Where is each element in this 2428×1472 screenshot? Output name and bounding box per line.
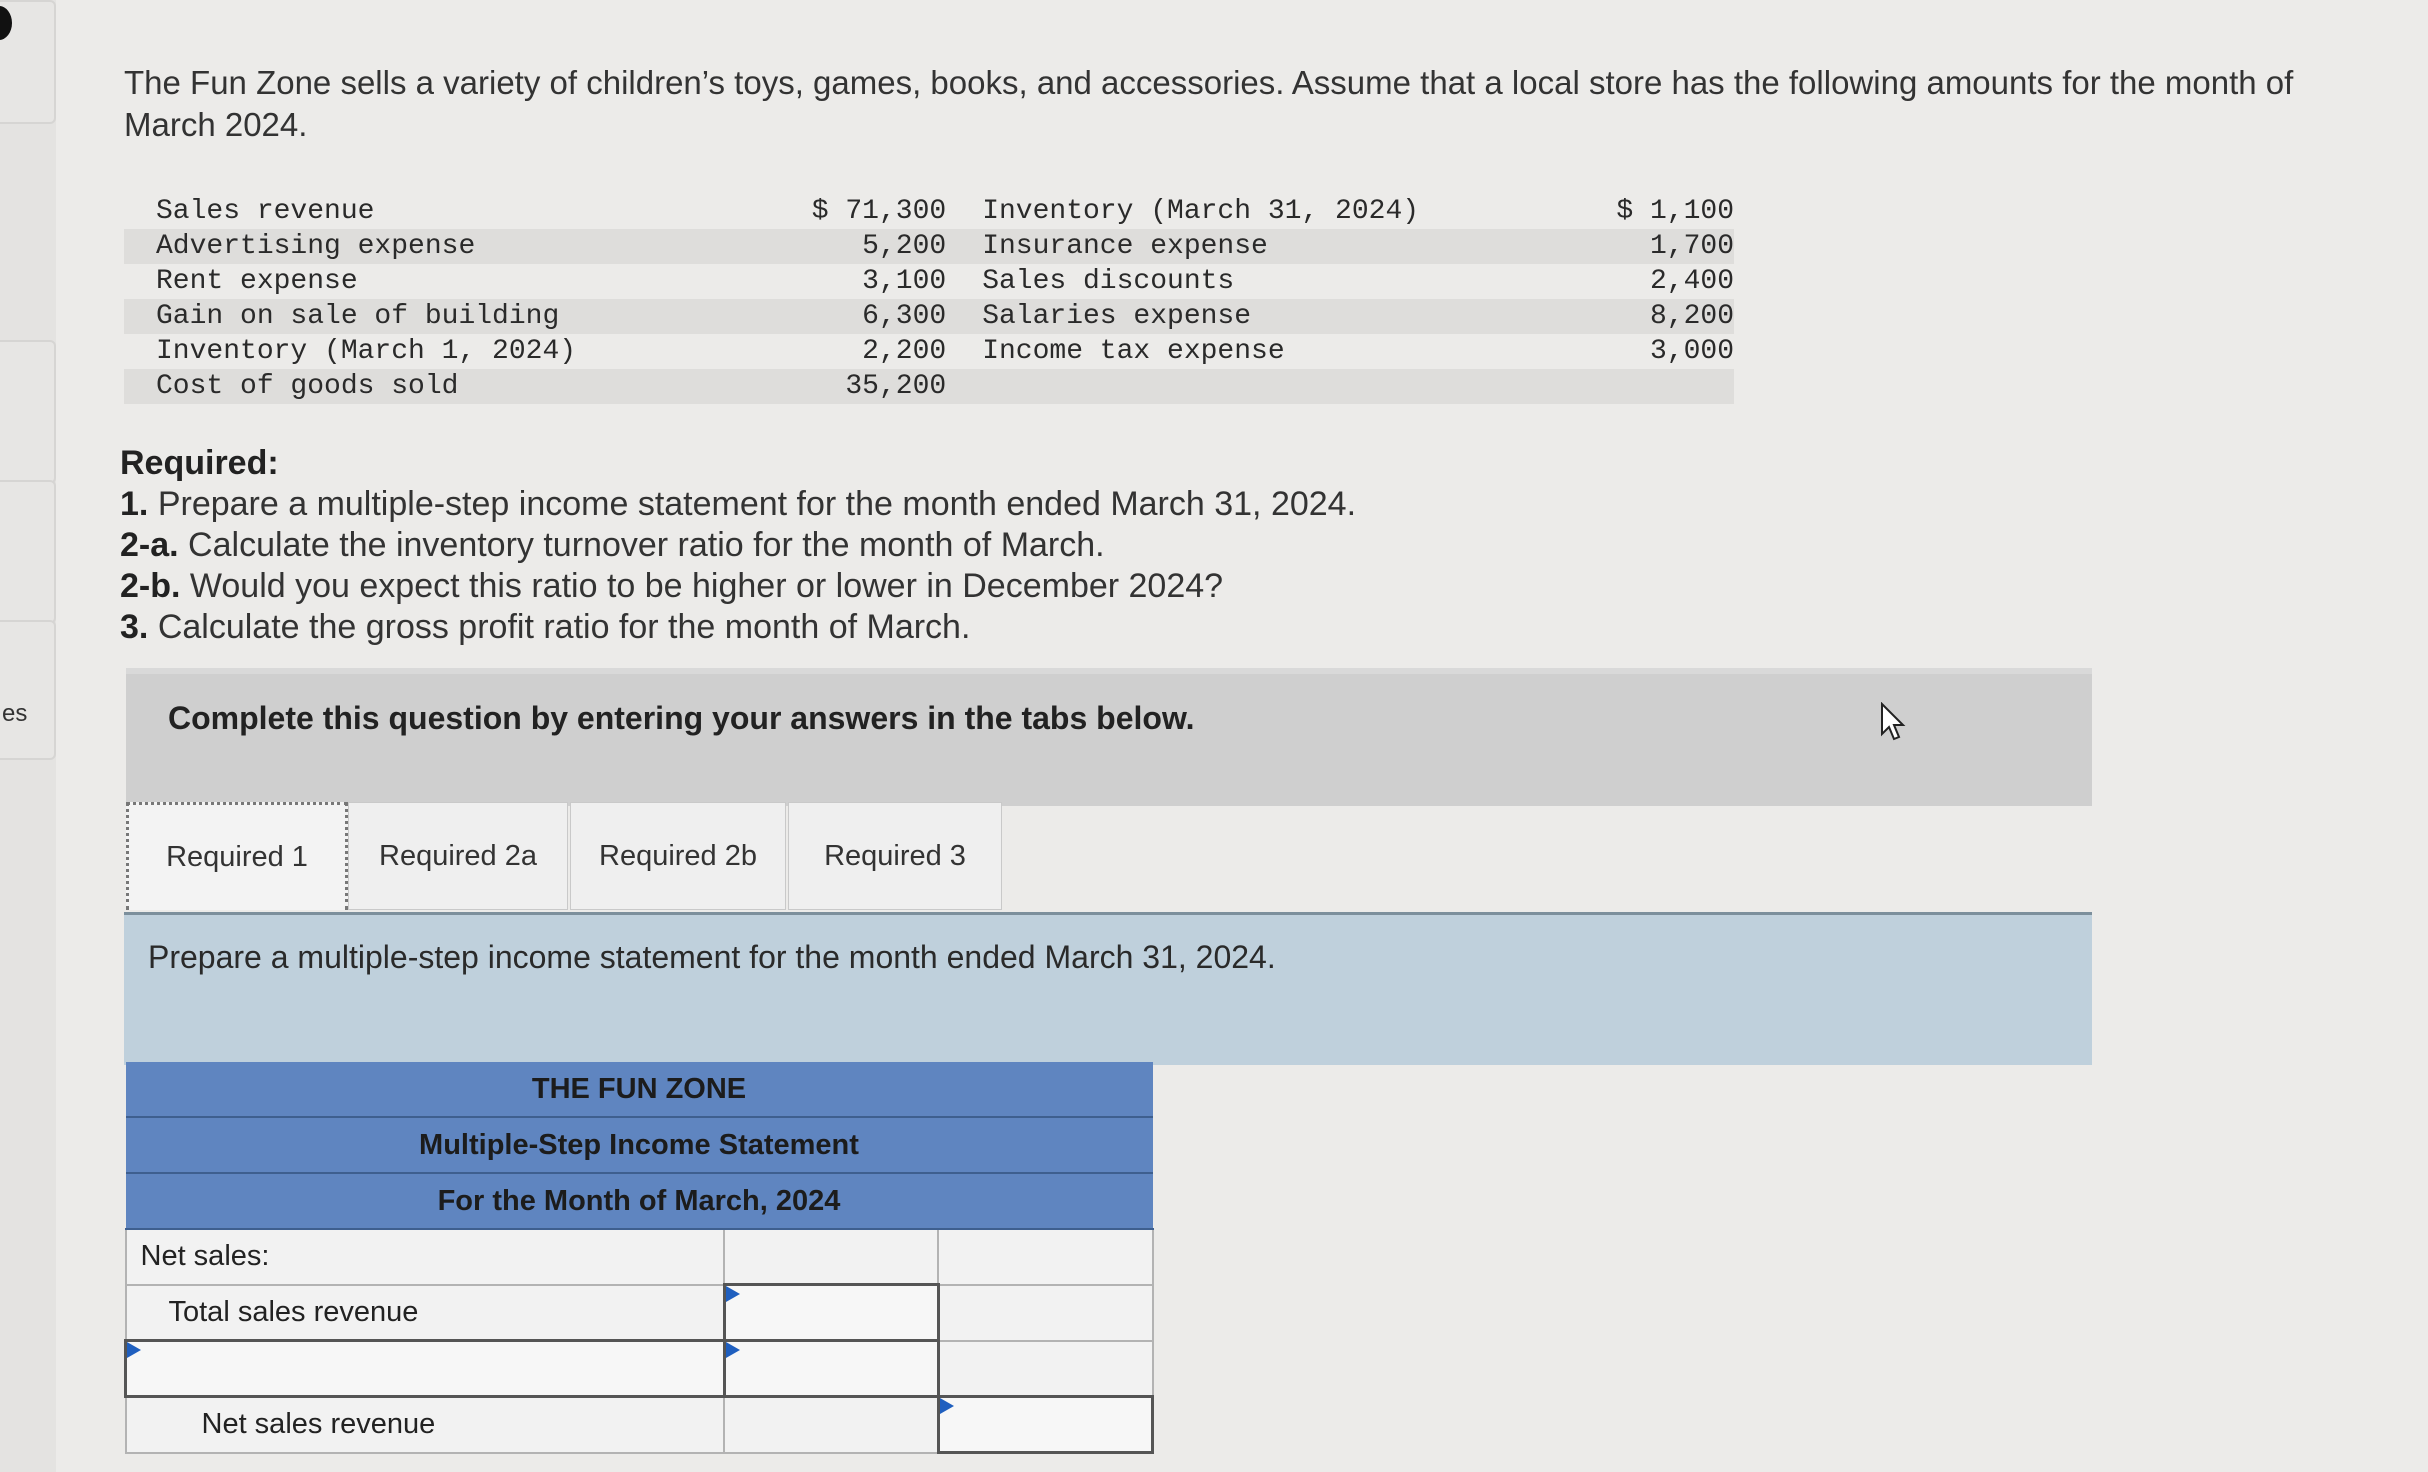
amount-value: 6,300 bbox=[720, 299, 946, 334]
amount-value: $ 1,100 bbox=[1616, 196, 1734, 227]
mouse-cursor-icon bbox=[1880, 702, 1906, 742]
required-item: 2-a. Calculate the inventory turnover ratio for the month of March. bbox=[120, 526, 1105, 564]
amount-value: 5,200 bbox=[720, 229, 946, 264]
required-item: 1. Prepare a multiple-step income statement for the month ended March 31, 2024. bbox=[120, 485, 1357, 523]
amount-label: Income tax expense bbox=[982, 336, 1285, 367]
sidebar-panel bbox=[0, 340, 56, 484]
total-cell bbox=[938, 1341, 1152, 1397]
amount-label: Rent expense bbox=[156, 266, 358, 297]
tab-required-2a[interactable]: Required 2a bbox=[348, 802, 568, 910]
amount-value: $ 71,300 bbox=[811, 196, 947, 227]
amount-label: Inventory (March 1, 2024) bbox=[156, 336, 577, 367]
amount-value: 3,000 bbox=[1649, 336, 1734, 367]
tab-required-2b[interactable]: Required 2b bbox=[570, 802, 786, 910]
instruction-banner bbox=[126, 668, 2092, 806]
amount-value: 2,200 bbox=[862, 336, 947, 367]
total-cell bbox=[938, 1285, 1152, 1341]
statement-period: For the Month of March, 2024 bbox=[126, 1173, 1153, 1229]
sidebar-panel bbox=[0, 480, 56, 624]
amount-value: 35,200 bbox=[720, 369, 946, 404]
input-marker-icon bbox=[726, 1286, 740, 1302]
banner-text: Complete this question by entering your answers in the tabs below. bbox=[168, 700, 1195, 736]
amount-label: Inventory (March 31, 2024) bbox=[982, 196, 1420, 227]
tab-instruction-panel bbox=[124, 912, 2092, 1065]
amount-row bbox=[124, 229, 1734, 264]
amount-cell bbox=[724, 1229, 938, 1285]
amount-row bbox=[124, 369, 1734, 404]
amount-row bbox=[124, 194, 1734, 229]
amount-cell bbox=[724, 1397, 938, 1453]
row-label: Total sales revenue bbox=[126, 1285, 725, 1341]
required-heading: Required: bbox=[120, 444, 279, 482]
tab-required-3[interactable]: Required 3 bbox=[788, 802, 1002, 910]
amount-row bbox=[124, 264, 1734, 299]
required-section bbox=[120, 443, 1356, 648]
amount-row bbox=[124, 299, 1734, 334]
amount-row bbox=[124, 334, 1734, 369]
total-cell bbox=[938, 1229, 1152, 1285]
amount-label bbox=[946, 369, 1537, 404]
instruction-text: Prepare a multiple-step income statement for the month ended March 31, 2024. bbox=[148, 939, 1276, 975]
total-input[interactable] bbox=[938, 1397, 1152, 1453]
input-marker-icon bbox=[726, 1342, 740, 1358]
input-marker-icon bbox=[940, 1398, 954, 1414]
amount-value: 3,100 bbox=[862, 266, 947, 297]
amount-label: Salaries expense bbox=[946, 299, 1537, 334]
amount-label: Advertising expense bbox=[124, 229, 720, 264]
amount-input[interactable] bbox=[724, 1341, 938, 1397]
amount-value bbox=[1537, 369, 1734, 404]
income-statement-table bbox=[124, 1062, 1154, 1454]
required-item: 3. Calculate the gross profit ratio for the month of March. bbox=[120, 608, 971, 646]
row-label: Net sales: bbox=[126, 1229, 725, 1285]
amount-label: Sales revenue bbox=[156, 196, 375, 227]
account-select[interactable] bbox=[126, 1341, 725, 1397]
tab-required-1[interactable]: Required 1 bbox=[126, 802, 348, 910]
dropdown-marker-icon bbox=[127, 1342, 141, 1358]
amount-value: 1,700 bbox=[1537, 229, 1734, 264]
amount-label: Gain on sale of building bbox=[124, 299, 720, 334]
amount-label: Sales discounts bbox=[982, 266, 1235, 297]
sidebar-panel bbox=[0, 620, 56, 760]
given-amounts-table bbox=[124, 194, 1734, 404]
statement-company: THE FUN ZONE bbox=[126, 1062, 1153, 1117]
statement-title: Multiple-Step Income Statement bbox=[126, 1117, 1153, 1173]
row-label: Net sales revenue bbox=[126, 1397, 725, 1453]
amount-label: Insurance expense bbox=[946, 229, 1537, 264]
required-item: 2-b. Would you expect this ratio to be higher or lower in December 2024? bbox=[120, 567, 1224, 605]
amount-input[interactable] bbox=[724, 1285, 938, 1341]
amount-label: Cost of goods sold bbox=[124, 369, 720, 404]
sidebar-label: es bbox=[2, 700, 28, 727]
amount-value: 2,400 bbox=[1649, 266, 1734, 297]
left-sidebar-strip bbox=[0, 0, 56, 1472]
amount-value: 8,200 bbox=[1537, 299, 1734, 334]
problem-intro: The Fun Zone sells a variety of children’s toys, games, books, and accessories. Assume that a local store has the following amounts for the month of March 2024. bbox=[124, 64, 2294, 143]
